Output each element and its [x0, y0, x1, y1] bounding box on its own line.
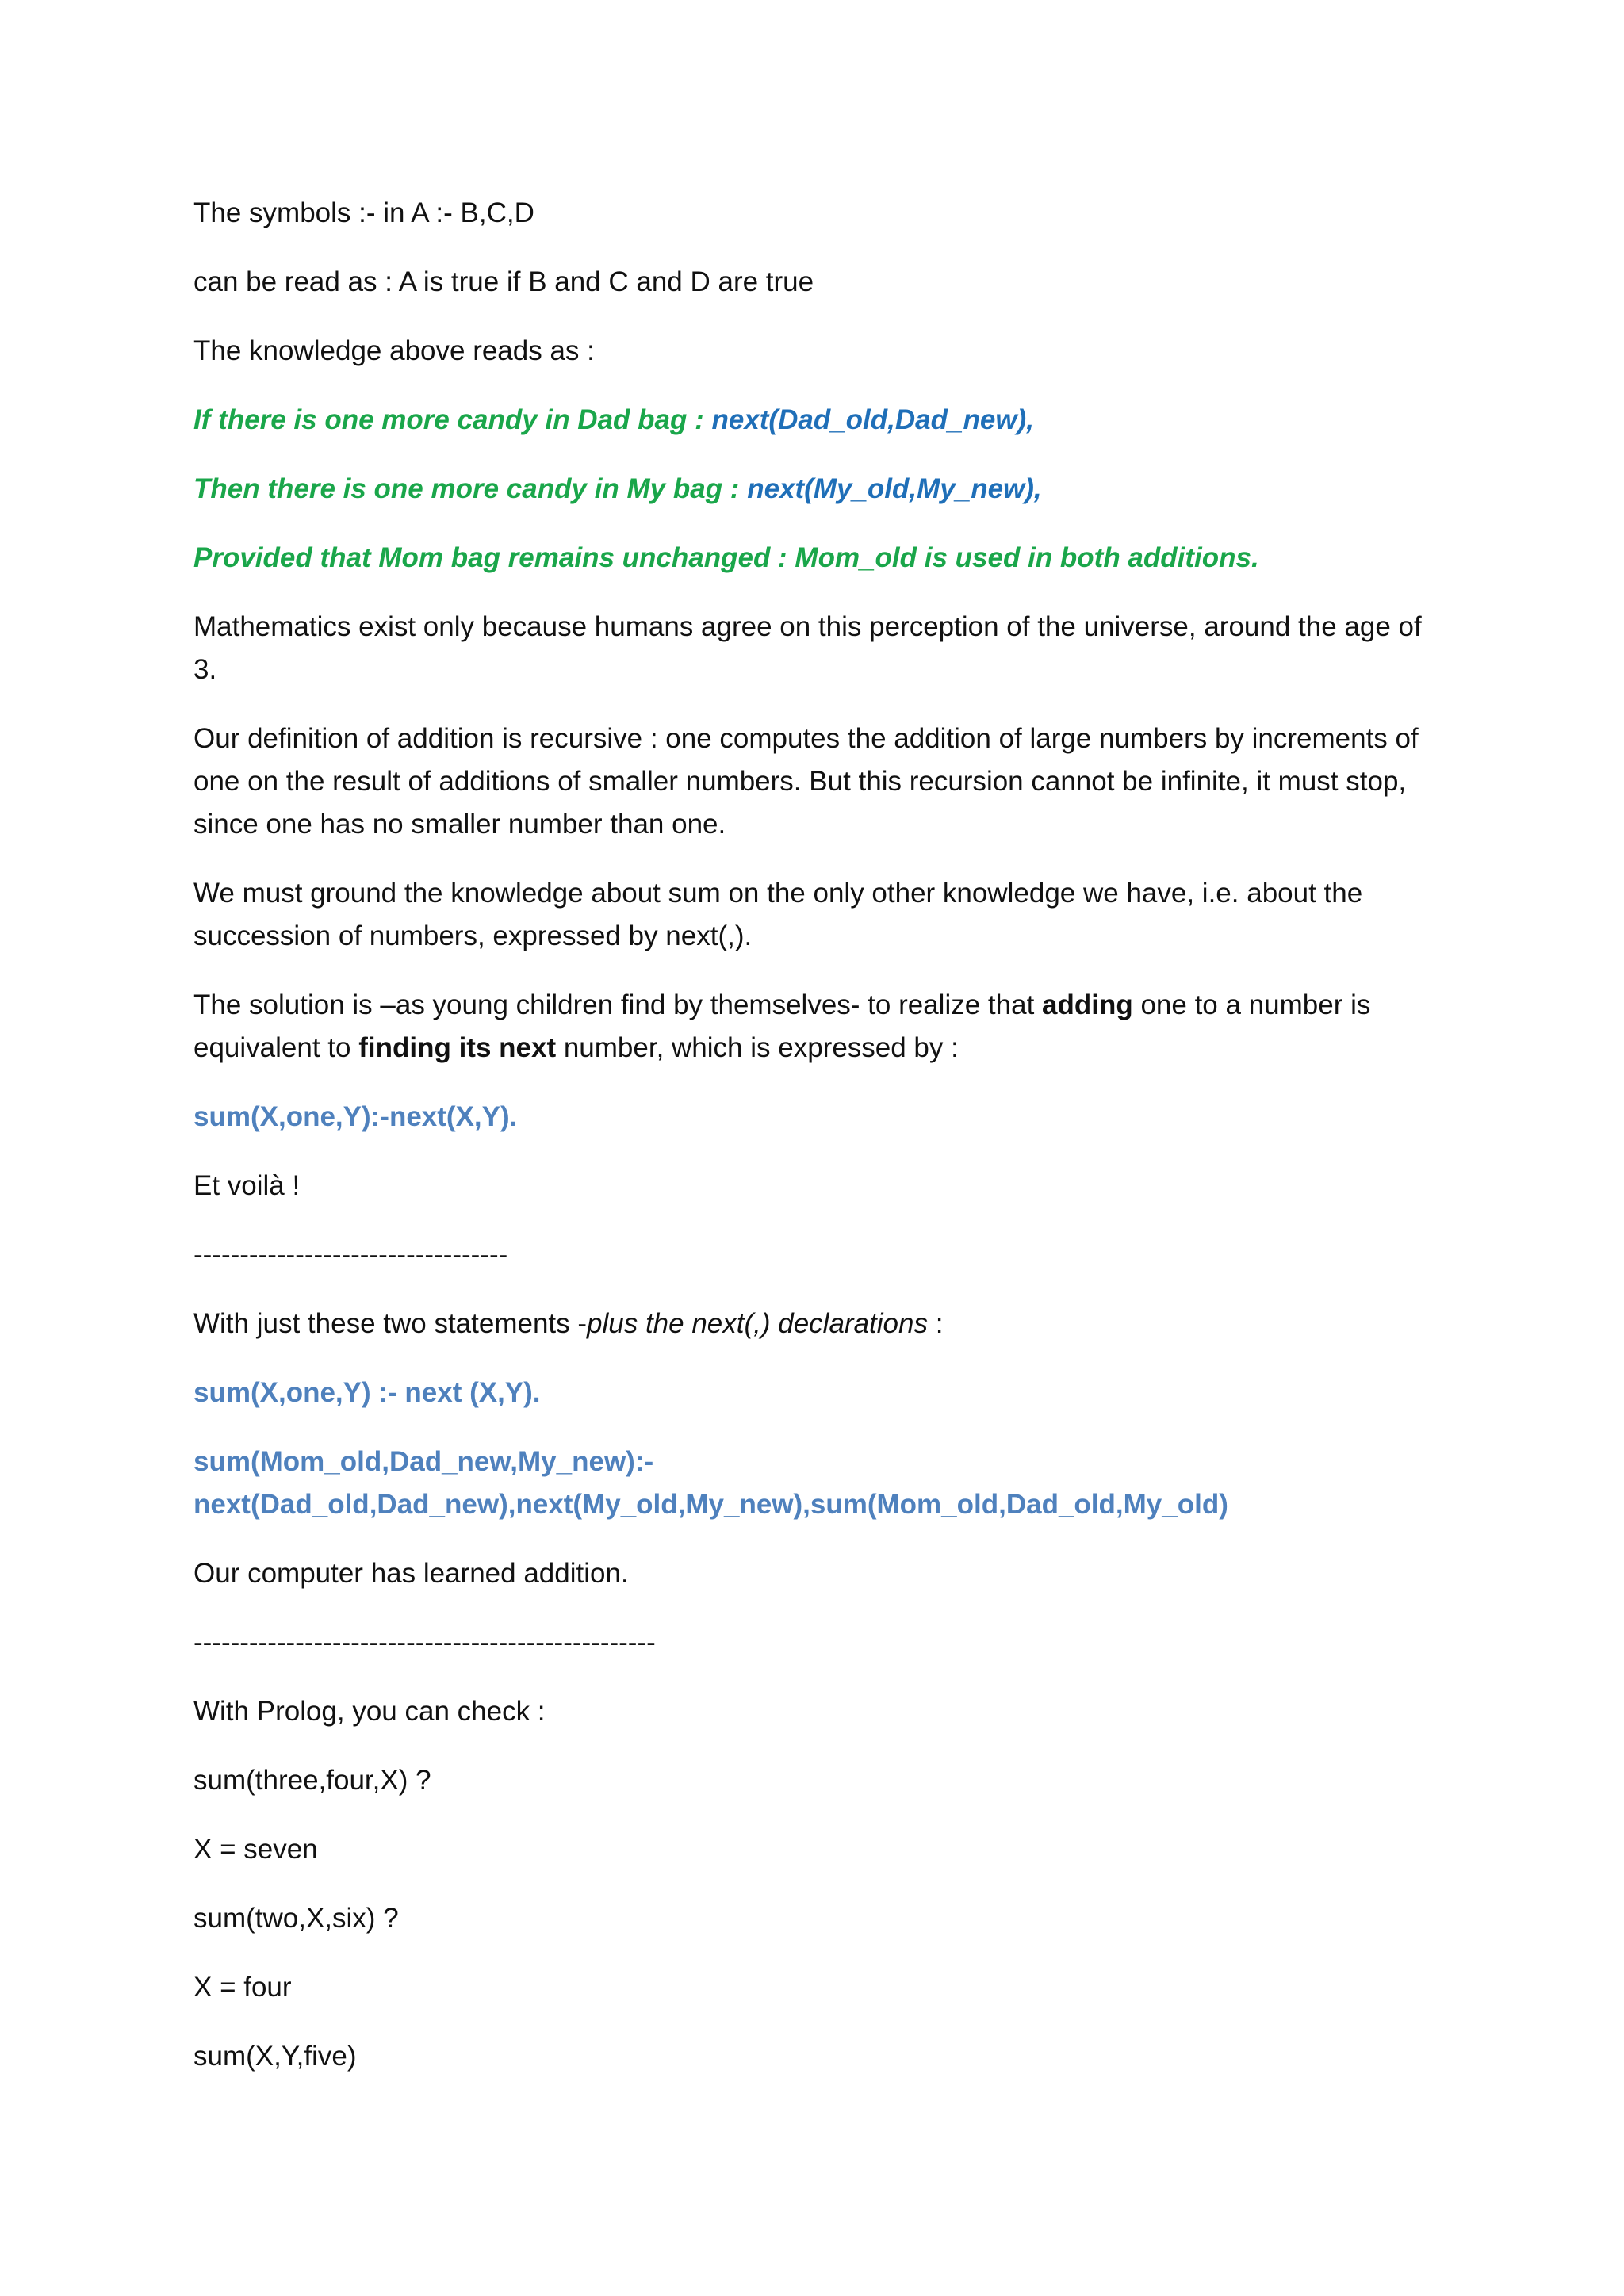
- solution-part-1: The solution is –as young children find by themselves- to realize that: [193, 989, 1043, 1020]
- my-bag-text: Then there is one more candy in My bag :: [193, 473, 748, 504]
- mathematics-paragraph: Mathematics exist only because humans agree on this perception of the universe, around the age of 3.: [193, 611, 1422, 685]
- answer-1: X = seven: [193, 1834, 318, 1865]
- ground-paragraph: We must ground the knowledge about sum on the only other knowledge we have, i.e. about the succession of numbers, expressed by next(,).: [193, 878, 1363, 951]
- my-bag-code: next(My_old,My_new),: [747, 473, 1042, 504]
- prolog-check-line: With Prolog, you can check :: [193, 1696, 546, 1727]
- dad-bag-text: If there is one more candy in Dad bag :: [193, 404, 712, 435]
- answer-2: X = four: [193, 1972, 292, 2003]
- code-sum-statement-2: [193, 1441, 1434, 1526]
- two-statements-colon: :: [927, 1308, 944, 1339]
- solution-paragraph: [193, 984, 1434, 1070]
- two-statements-italic: plus the next(,) declarations: [587, 1308, 928, 1339]
- two-statements-line: [193, 1303, 1434, 1345]
- code-sum-statement-1: sum(X,one,Y) :- next (X,Y).: [193, 1377, 541, 1408]
- definition-paragraph: Our definition of addition is recursive : one computes the addition of large numbers by increments of one on the result of additions of smaller numbers. But this recursion cannot be infinite, it must stop, since one has no smaller number than one.: [193, 723, 1419, 840]
- code-sum-body: next(Dad_old,Dad_new),next(My_old,My_new),sum(Mom_old,Dad_old,My_old): [193, 1489, 1228, 1520]
- symbols-line: The symbols :- in A :- B,C,D: [193, 197, 534, 228]
- query-3: sum(X,Y,five): [193, 2041, 357, 2072]
- voila-line: Et voilà !: [193, 1170, 301, 1201]
- query-1: sum(three,four,X) ?: [193, 1765, 431, 1796]
- dad-bag-line: [193, 399, 1434, 442]
- code-sum-head: sum(Mom_old,Dad_new,My_new):-: [193, 1446, 654, 1477]
- knowledge-line: The knowledge above reads as :: [193, 335, 595, 366]
- read-as-line: can be read as : A is true if B and C and D are true: [193, 266, 814, 297]
- two-statements-text: With just these two statements -: [193, 1308, 588, 1339]
- solution-bold-adding: adding: [1042, 989, 1133, 1020]
- mom-bag-text: Provided that Mom bag remains unchanged : Mom_old is used in both additions.: [193, 542, 1259, 573]
- solution-part-2: one to a number is equivalent to: [193, 989, 1371, 1063]
- learned-line: Our computer has learned addition.: [193, 1558, 629, 1589]
- solution-part-3: number, which is expressed by :: [556, 1032, 959, 1063]
- mom-bag-line: [193, 537, 1434, 580]
- dad-bag-code: next(Dad_old,Dad_new),: [711, 404, 1034, 435]
- separator-1: ----------------------------------: [193, 1239, 508, 1270]
- query-2: sum(two,X,six) ?: [193, 1903, 399, 1934]
- separator-2: --------------------------------------------------: [193, 1627, 656, 1658]
- code-sum-base: sum(X,one,Y):-next(X,Y).: [193, 1101, 518, 1132]
- solution-bold-next: finding its next: [358, 1032, 557, 1063]
- my-bag-line: [193, 468, 1434, 511]
